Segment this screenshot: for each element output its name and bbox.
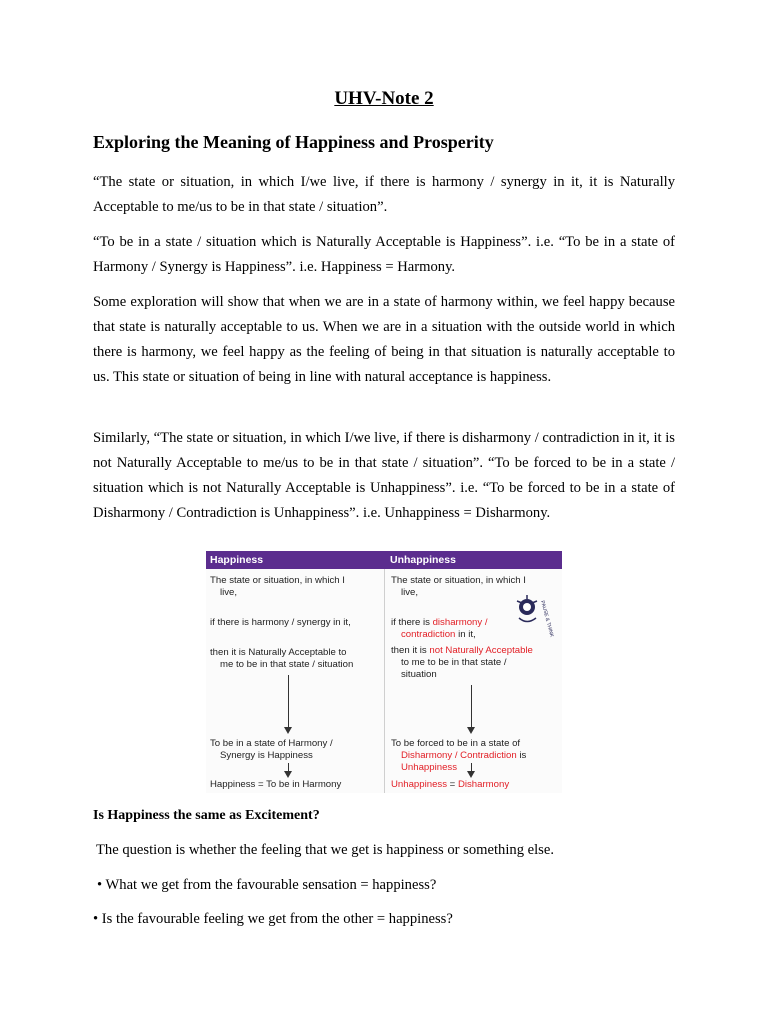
happiness-unhappiness-figure: [206, 551, 562, 793]
right-text-line: live,: [401, 587, 419, 598]
bullet-line-2: • Is the favourable feeling we get from the other = happiness?: [93, 911, 453, 927]
paragraph-1: “The state or situation, in which I/we live, if there is harmony / synergy in it, it is Naturally Acceptable to me/us to be in that state / situation”.: [93, 174, 675, 215]
right-text-line: situation: [401, 669, 437, 680]
figure-header: [206, 551, 562, 569]
section-heading: Is Happiness the same as Excitement?: [93, 808, 320, 823]
left-text-line: then it is Naturally Acceptable to: [210, 647, 347, 658]
figure-divider: [384, 569, 385, 793]
right-text-line: Unhappiness: [401, 762, 458, 773]
text-line-1: The question is whether the feeling that we get is happiness or something else.: [96, 842, 554, 858]
right-text-line: to me to be in that state /: [401, 657, 507, 668]
bullet-line-1: • What we get from the favourable sensation = happiness?: [97, 877, 437, 893]
figure-header-happiness: Happiness: [210, 554, 264, 566]
right-text-line: Unhappiness = Disharmony: [391, 779, 510, 790]
down-arrow-icon: [284, 727, 292, 734]
right-arrow-line: [471, 685, 472, 727]
down-arrow-icon: [284, 771, 292, 778]
right-text-line: contradiction in it,: [401, 629, 476, 640]
paragraph-4: Similarly, “The state or situation, in which I/we live, if there is disharmony / contradiction in it, it is not Naturally Acceptable to me/us to be in that state / situation”. “To be forced to be in a state / situation which is not Naturally Acceptable is Unhappiness”. i.e. “To be forced to be in a state of Disharmony / Contradiction is Unhappiness”. i.e. Unhappiness = Disharmony.: [93, 430, 675, 521]
note-title: UHV-Note 2: [334, 88, 434, 109]
paragraph-2: “To be in a state / situation which is Naturally Acceptable is Happiness”. i.e. “To be in a state of Harmony / Synergy is Happiness”. i.e. Happiness = Harmony.: [93, 234, 675, 275]
left-text-line: live,: [220, 587, 238, 598]
left-text-line: if there is harmony / synergy in it,: [210, 617, 351, 628]
down-arrow-icon: [467, 727, 475, 734]
right-text-line: The state or situation, in which I: [391, 575, 526, 586]
down-arrow-icon: [467, 771, 475, 778]
left-text-line: Synergy is Happiness: [220, 750, 313, 761]
left-text-line: To be in a state of Harmony /: [210, 738, 333, 749]
right-text-line: Disharmony / Contradiction is: [401, 750, 527, 761]
left-text-line: The state or situation, in which I: [210, 575, 345, 586]
figure-header-unhappiness: Unhappiness: [390, 554, 456, 566]
paragraph-3: Some exploration will show that when we are in a state of harmony within, we feel happy because that state is naturally acceptable to us. When we are in a situation with the outside world in which there is harmony, we feel happy as the feeling of being in that situation is naturally acceptable to us. This state or situation of being in line with natural acceptance is happiness.: [93, 294, 675, 385]
document-subtitle: Exploring the Meaning of Happiness and Prosperity: [93, 132, 494, 152]
left-text-line: Happiness = To be in Harmony: [210, 779, 342, 790]
right-text-line: then it is not Naturally Acceptable: [391, 645, 533, 656]
right-text-line: if there is disharmony /: [391, 617, 488, 628]
svg-text:PAUSE & THINK: PAUSE & THINK: [539, 599, 555, 638]
right-text-line: To be forced to be in a state of: [391, 738, 521, 749]
pause-and-think-logo-icon: [510, 593, 555, 638]
left-arrow-line: [288, 675, 289, 727]
left-text-line: me to be in that state / situation: [220, 659, 354, 670]
